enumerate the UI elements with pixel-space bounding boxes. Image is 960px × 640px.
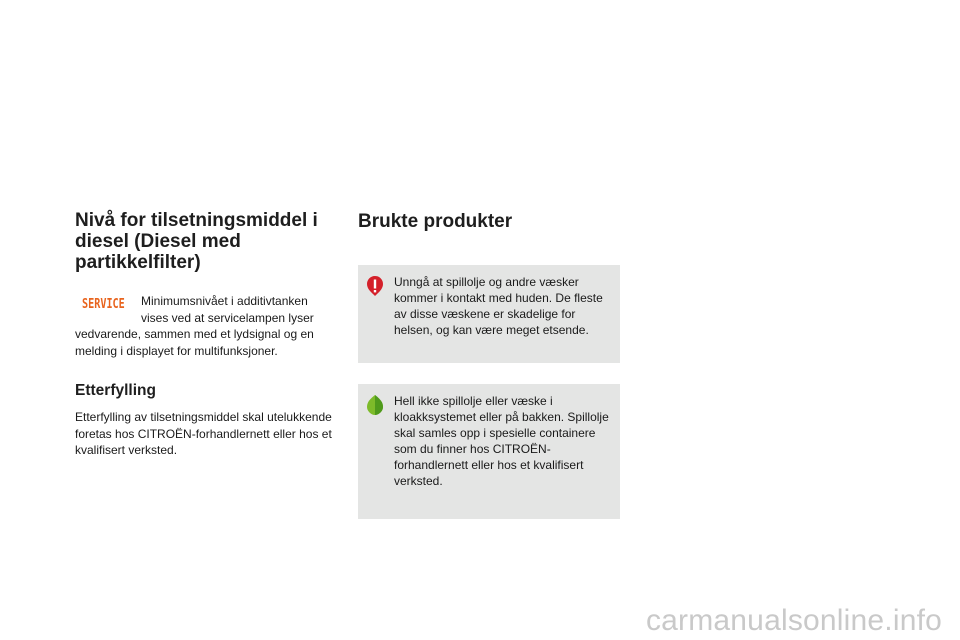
service-notice xyxy=(75,293,337,359)
left-column xyxy=(75,210,337,359)
warning-box xyxy=(358,265,620,363)
section-title-additive-level: Nivå for tilsetningsmiddel i diesel (Diesel med partikkelfilter) xyxy=(75,210,318,273)
service-lamp-icon xyxy=(75,291,131,319)
leaf-icon xyxy=(366,394,384,416)
warning-icon xyxy=(366,275,384,297)
refill-section xyxy=(75,382,337,459)
right-column xyxy=(358,210,620,234)
service-description: Minimumsnivået i additivtanken vises ved at servicelampen lyser vedvarende, sammen med et lydsignal og en melding i displayet for multifunksjoner. xyxy=(75,294,314,358)
service-label: SERVICE xyxy=(81,296,125,312)
environment-text: Hell ikke spillolje eller væske i kloakksystemet eller på bakken. Spillolje skal samles opp i spesielle containere som du finner hos CITROËN-forhandlernett eller hos et kvalifisert verksted. xyxy=(394,394,609,488)
environment-box xyxy=(358,384,620,519)
refill-heading: Etterfylling xyxy=(75,382,156,399)
watermark: carmanualsonline.info xyxy=(645,604,942,637)
refill-description: Etterfylling av tilsetningsmiddel skal utelukkende foretas hos CITROËN-forhandlernett eller hos et kvalifisert verksted. xyxy=(75,410,332,457)
section-title-used-products: Brukte produkter xyxy=(358,211,513,232)
warning-text: Unngå at spillolje og andre væsker kommer i kontakt med huden. De fleste av disse væskene er skadelige for helsen, og kan være meget etsende. xyxy=(394,275,603,337)
